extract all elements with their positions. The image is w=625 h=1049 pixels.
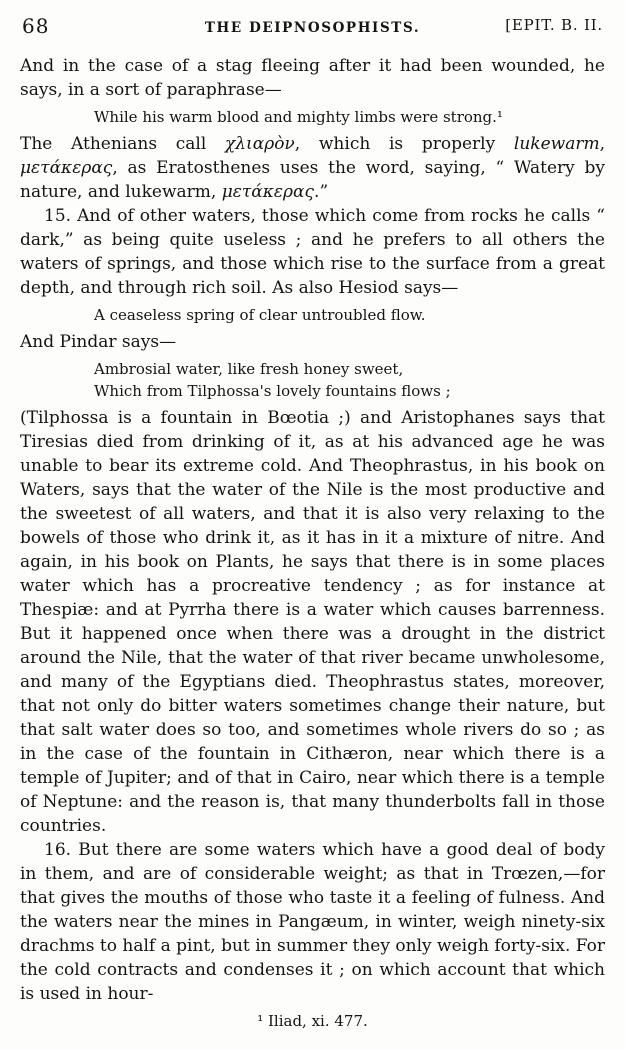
paragraph-section-15: 15. And of other waters, those which come from rocks he calls “ dark,” as being quite useless ; and he prefers to all others the waters of springs, and those which rise to the surface from a great depth, and through rich soil. As also Hesiod says— — [20, 206, 605, 298]
paragraph-tilphossa: (Tilphossa is a fountain in Bœotia ;) and Aristophanes says that Tiresias died from drinking of it, as at his advanced age he was unable to bear its extreme cold. And Theophrastus, in his book on Waters, says that the water of the Nile is the most productive and the sweetest of all waters, and that it is also very relaxing to the bowels of those who drink it, as it has in it a mixture of nitre. And again, in his book on Plants, he says that there is in some places water which has a procreative tendency ; as for instance at Thespiæ: and at Pyrrha there is a water which causes barrenness. But it happened once when there was a drought in the district around the Nile, that the water of that river became unwholesome, and many of the Egyptians died. Theophrastus states, moreover, that not only do bitter waters sometimes change their nature, but that salt water does so too, and sometimes whole rivers do so ; as in the case of the fountain in Cithæron, near which there is a temple of Jupiter; and of that in Cairo, near which there is a temple of Neptune: and the reason is, that many thunderbolts fall in those countries. — [20, 408, 605, 836]
page-number: 68 — [22, 14, 50, 38]
text-segment: The Athenians call — [20, 134, 225, 154]
page-body — [20, 54, 605, 1032]
page-header — [20, 12, 605, 42]
greek-term: μετάκερας — [20, 158, 113, 178]
verse-quote-homer — [94, 106, 605, 128]
verse-line: A ceaseless spring of clear untroubled flow. — [94, 306, 426, 324]
greek-term: χλιαρὸν — [224, 134, 295, 154]
verse-line: While his warm blood and mighty limbs were strong.¹ — [94, 108, 503, 126]
paragraph-section-16: 16. But there are some waters which have a good deal of body in them, and are of considerable weight; as that in Trœzen,—for that gives the mouths of those who taste it a feeling of fulness. And the waters near the mines in Pangæum, in winter, weigh ninety-six drachms to half a pint, but in summer they only weigh forty-six. For the cold contracts and condenses it ; on which account that which is used in hour- — [20, 840, 605, 1004]
paragraph-athenians — [20, 132, 605, 204]
edition-marker: [EPIT. B. II. — [505, 16, 603, 34]
verse-line: Which from Tilphossa's lovely fountains flows ; — [94, 382, 451, 400]
verse-quote-pindar — [94, 358, 605, 402]
greek-term: μετάκερας — [221, 182, 315, 202]
verse-quote-hesiod — [94, 304, 605, 326]
paragraph-pindar-intro: And Pindar says— — [20, 332, 177, 352]
footnote-iliad: ¹ Iliad, xi. 477. — [257, 1012, 368, 1030]
running-title: THE DEIPNOSOPHISTS. — [204, 20, 421, 36]
paragraph-stag-continuation: And in the case of a stag fleeing after it had been wounded, he says, in a sort of paraphrase— — [20, 56, 605, 100]
text-segment: , — [599, 134, 605, 154]
text-segment: , which is properly — [294, 134, 514, 154]
italic-term: lukewarm — [513, 134, 600, 154]
verse-line: Ambrosial water, like fresh honey sweet, — [94, 360, 404, 378]
text-segment: .” — [314, 182, 329, 202]
text-segment: , as Eratosthenes uses the word, saying, “ Watery by nature, and lukewarm, — [20, 158, 605, 202]
